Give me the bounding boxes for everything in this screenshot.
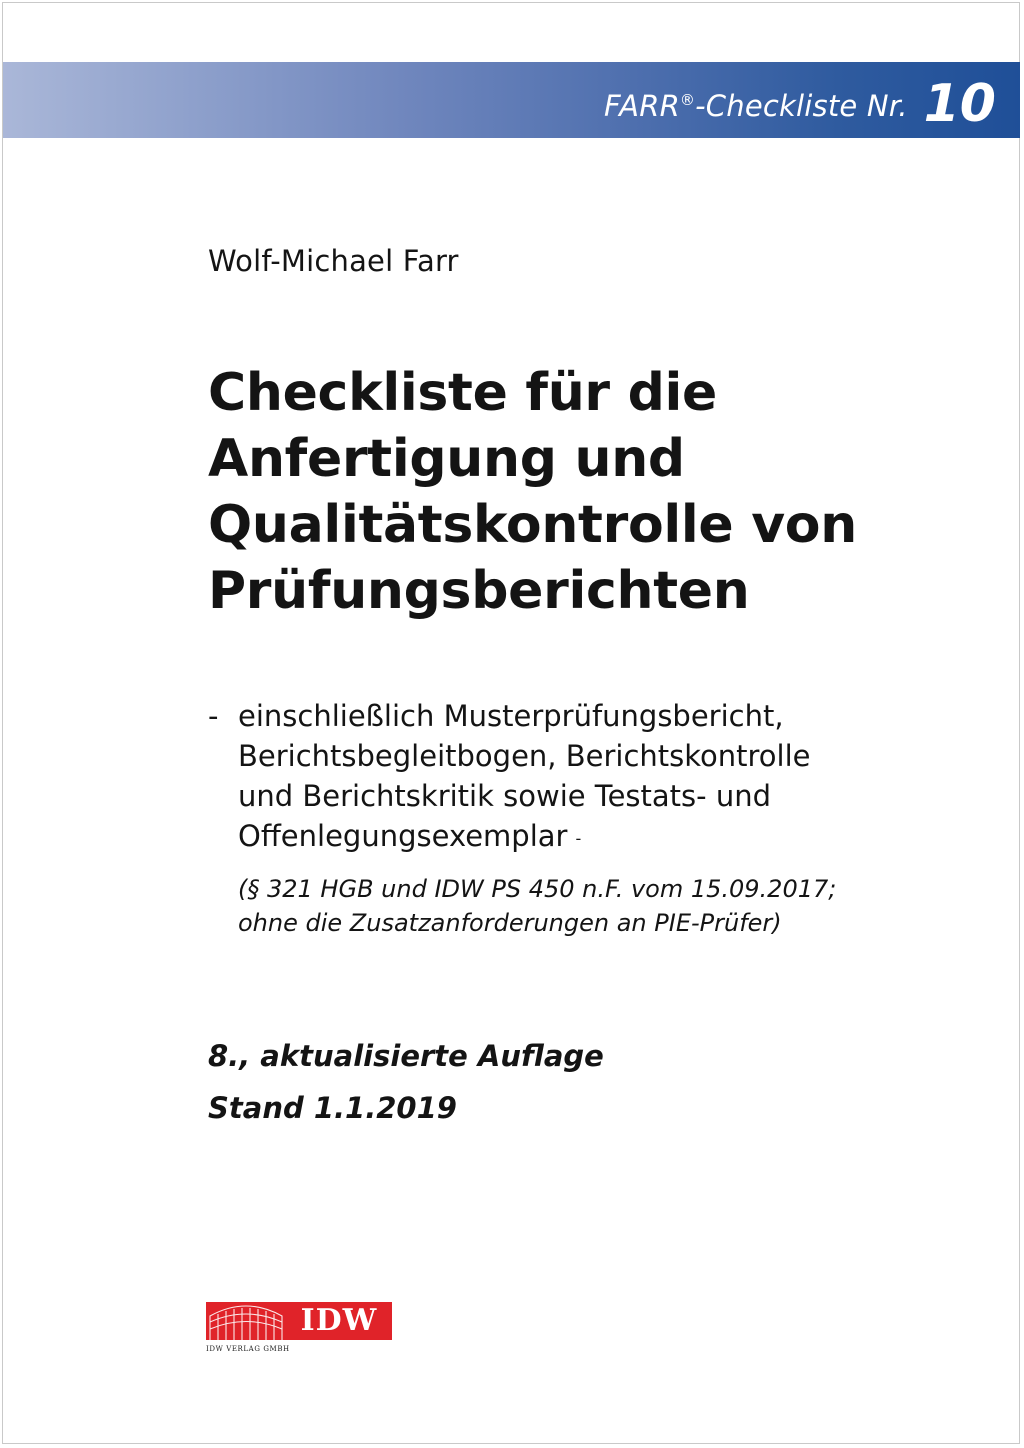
registered-mark: ® — [679, 91, 696, 109]
subtitle-trailing-dash: - — [575, 829, 582, 848]
author-name: Wolf-Michael Farr — [208, 244, 459, 278]
subtitle-row — [208, 696, 968, 736]
edition-status: Stand 1.1.2019 — [208, 1091, 457, 1125]
subtitle-row — [208, 736, 968, 776]
edition-info — [208, 1030, 604, 1134]
subtitle-row — [208, 776, 968, 816]
subtitle-line: Offenlegungsexemplar — [238, 819, 568, 853]
logo-text: IDW — [300, 1303, 378, 1338]
legal-line: (§ 321 HGB und IDW PS 450 n.F. vom 15.09.2017; — [238, 875, 837, 903]
publisher-name: IDW VERLAG GMBH — [206, 1345, 290, 1353]
subtitle-line: einschließlich Musterprüfungsbericht, — [238, 699, 784, 733]
logo-box — [206, 1302, 392, 1340]
series-suffix: -Checkliste Nr. — [695, 89, 908, 123]
title-line: Checkliste für die — [208, 363, 717, 423]
title-line: Anfertigung und — [208, 429, 685, 489]
subtitle-dash: - — [208, 699, 219, 733]
legal-note — [238, 872, 998, 940]
series-number: 10 — [923, 74, 996, 134]
book-title — [208, 360, 968, 624]
subtitle-line: Berichtsbegleitbogen, Berichtskontrolle — [238, 739, 811, 773]
subtitle-row — [208, 816, 968, 859]
edition-label: 8., aktualisierte Auflage — [208, 1039, 604, 1073]
subtitle-line: und Berichtskritik sowie Testats- und — [238, 779, 772, 813]
legal-line: ohne die Zusatzanforderungen an PIE-Prüfer) — [238, 909, 782, 937]
series-label — [604, 74, 996, 134]
title-line: Qualitätskontrolle von — [208, 495, 857, 555]
title-line: Prüfungsberichten — [208, 561, 750, 621]
series-name — [604, 89, 908, 123]
publisher-logo — [206, 1302, 394, 1360]
subtitle — [208, 696, 968, 859]
series-brand: FARR — [604, 89, 680, 123]
logo-arches-icon — [206, 1302, 286, 1340]
